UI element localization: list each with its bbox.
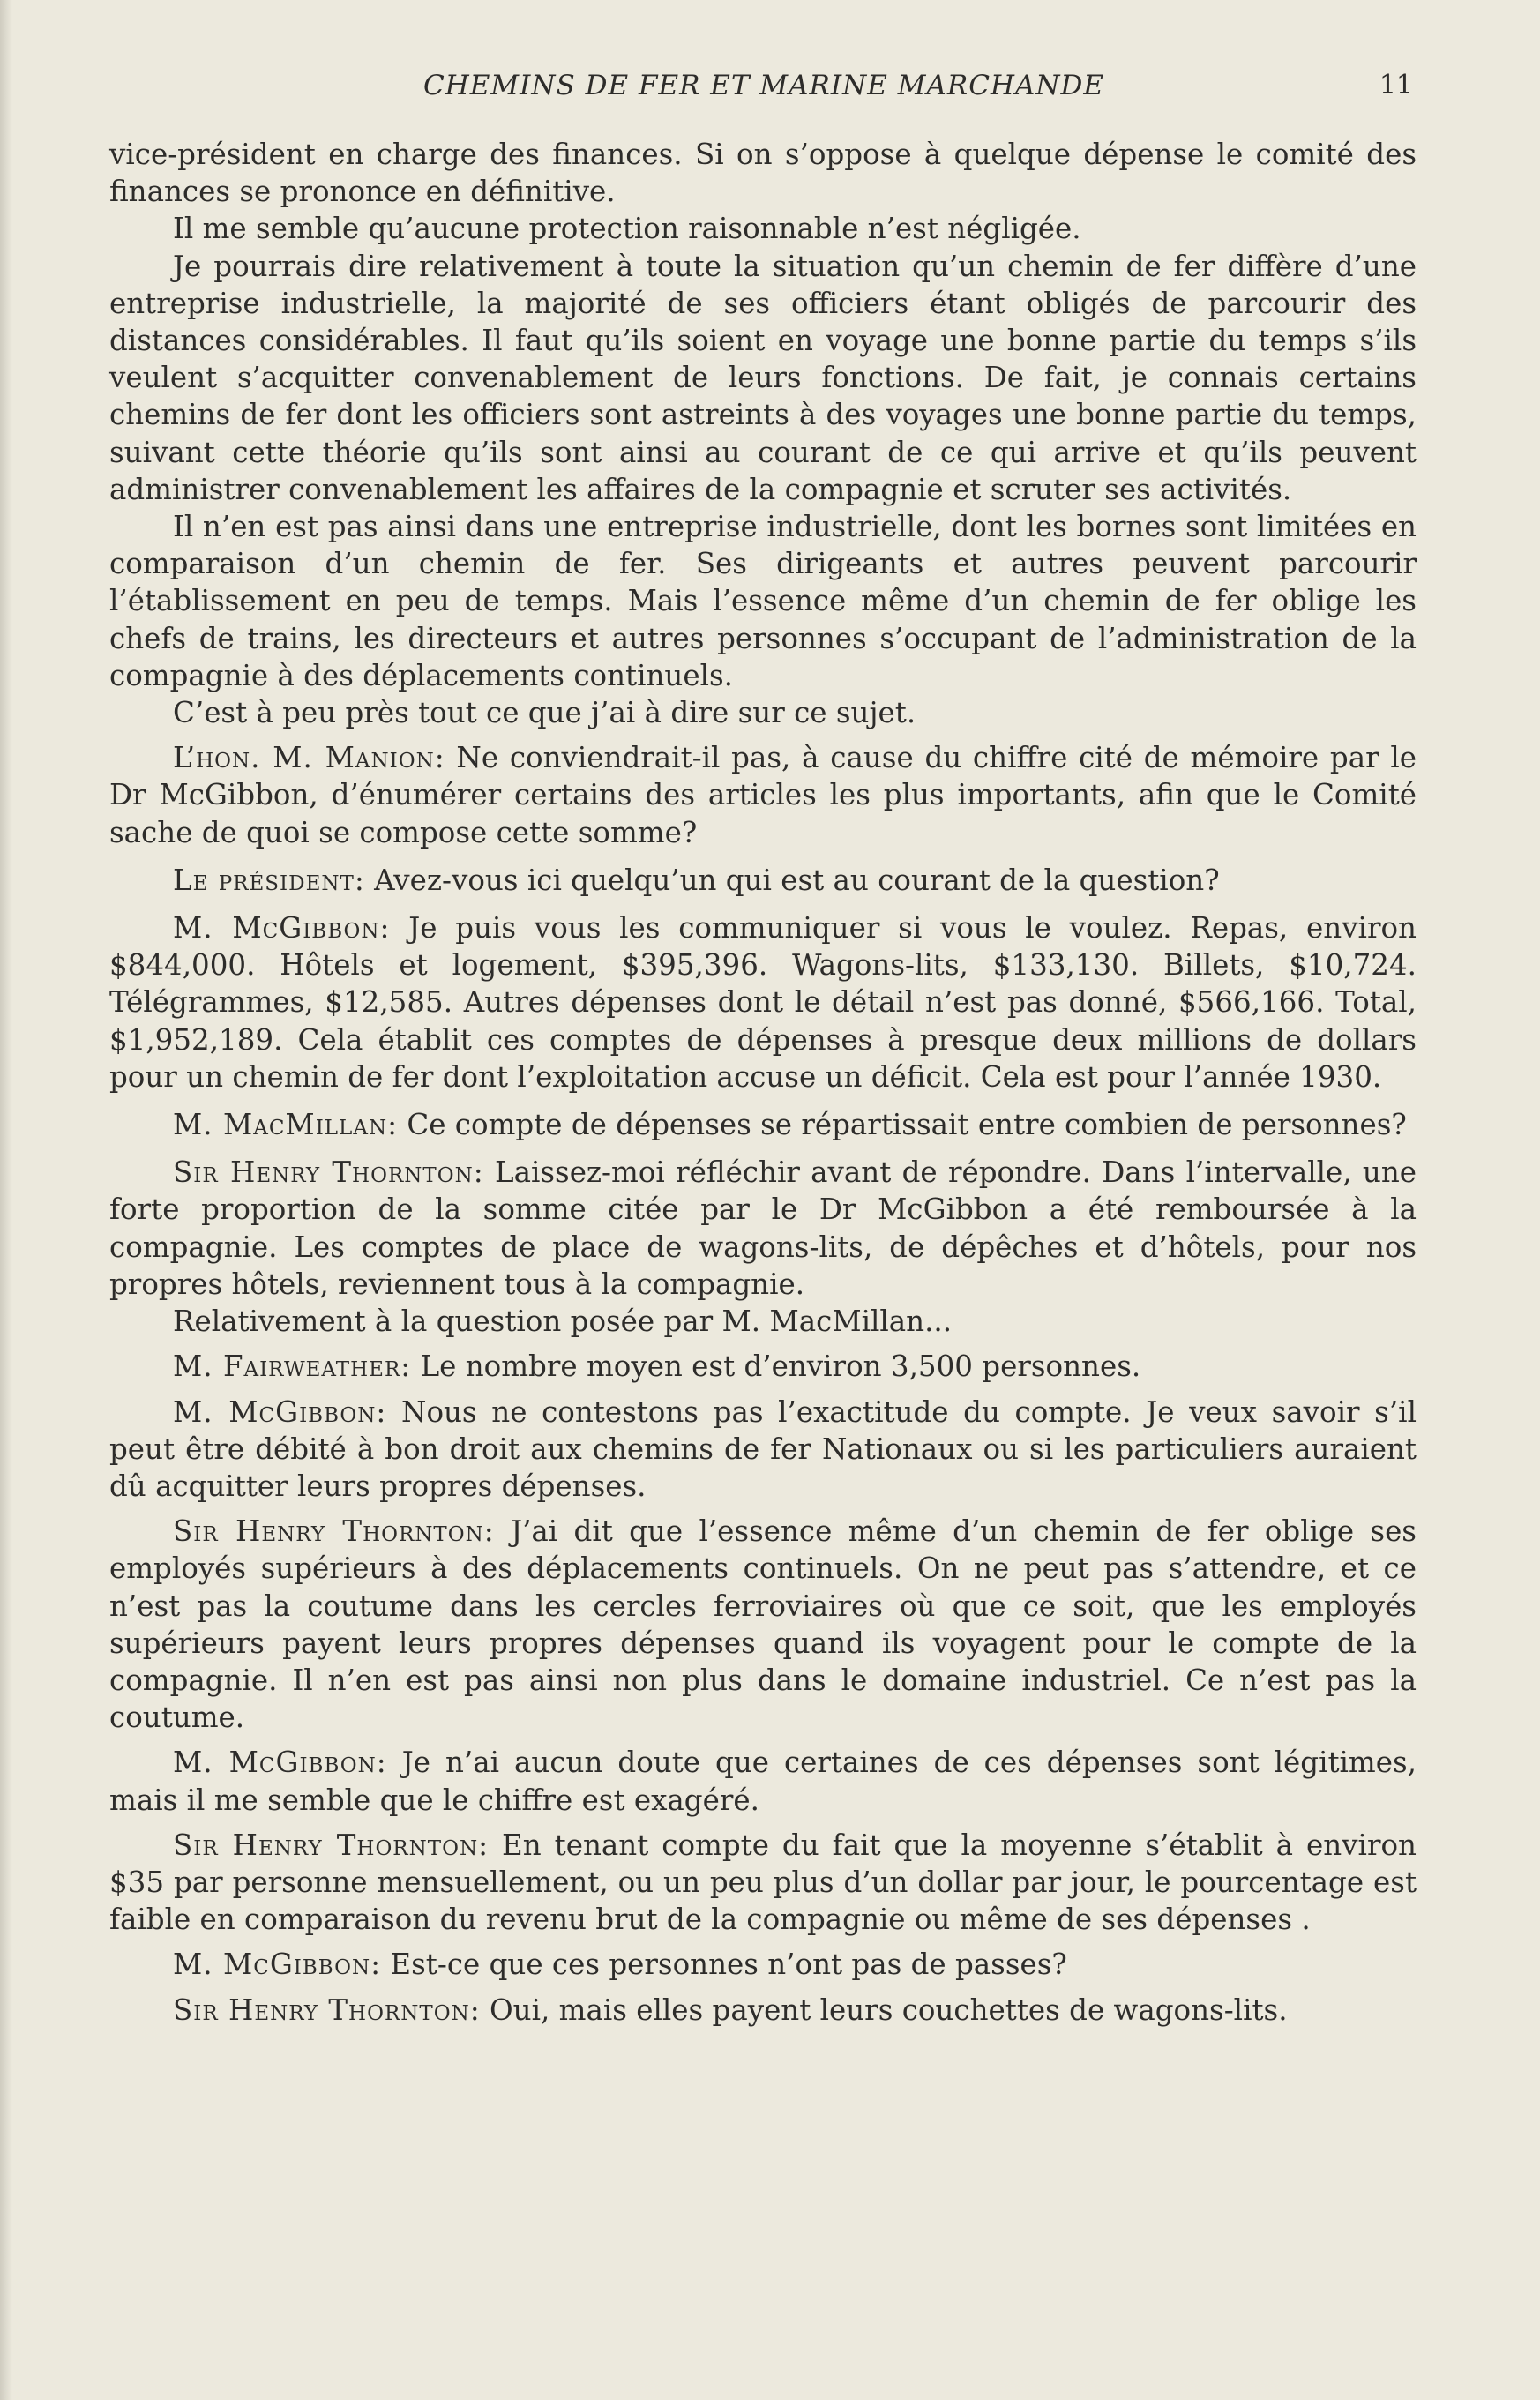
paragraph-text: Relativement à la question posée par M. MacMillan... bbox=[173, 1305, 953, 1339]
speech-text: Est-ce que ces personnes n’ont pas de passes? bbox=[390, 1948, 1067, 1982]
speaker-name: Le président: bbox=[173, 863, 365, 897]
speech-text: Laissez-moi réfléchir avant de répondre. Dans l’intervalle, une forte proportion de la somme citée par le Dr McGibbon a été remboursée à la compagnie. Les comptes de place de wagons-lits, de dépêches et d’hôtels, pour nos propres hôtels, reviennent tous à la compagnie. bbox=[109, 1155, 1417, 1301]
running-title: CHEMINS DE FER ET MARINE MARCHANDE bbox=[423, 70, 1104, 101]
speaker-name: Sir Henry Thornton: bbox=[173, 1514, 495, 1549]
speaker-name: M. MacMillan: bbox=[173, 1108, 399, 1142]
speech-paragraph bbox=[109, 739, 1417, 851]
speech-text: Ne conviendrait-il pas, à cause du chiffre cité de mémoire par le Dr McGibbon, d’énumérer certains des articles les plus importants, afin que le Comité sache de quoi se compose cette somme? bbox=[109, 741, 1417, 849]
page-edge-shadow bbox=[0, 0, 12, 2400]
speaker-name: M. McGibbon: bbox=[173, 911, 391, 946]
speaker-name: M. Fairweather: bbox=[173, 1350, 412, 1384]
speech-paragraph bbox=[109, 1513, 1417, 1736]
page-number: 11 bbox=[1379, 70, 1413, 101]
speaker-name: Sir Henry Thornton: bbox=[173, 1155, 484, 1190]
speech-text: En tenant compte du fait que la moyenne s’établit à environ $35 par personne mensuellement, ou un peu plus d’un dollar par jour, le pourcentage est faible en comparaison du revenu brut de la compagnie ou même de ses dépenses . bbox=[109, 1828, 1417, 1937]
speech-text: J’ai dit que l’essence même d’un chemin de fer oblige ses employés supérieurs à des déplacements continuels. On ne peut pas s’attendre, et ce n’est pas la coutume dans les cercles ferroviaires où que ce soit, que les employés supérieurs payent leurs propres dépenses quand ils voyagent pour le compte de la compagnie. Il n’en est pas ainsi non plus dans le domaine industriel. Ce n’est pas la coutume. bbox=[109, 1514, 1417, 1735]
paragraph-text: Il me semble qu’aucune protection raisonnable n’est négligée. bbox=[173, 212, 1081, 246]
page-header bbox=[111, 64, 1417, 108]
speech-paragraph bbox=[109, 1348, 1417, 1385]
speech-text: Je puis vous les communiquer si vous le voulez. Repas, environ $844,000. Hôtels et logement, $395,396. Wagons-lits, $133,130. Billets, $10,724. Télégrammes, $12,585. Autres dépenses dont le détail n’est pas donné, $566,166. Total, $1,952,189. Cela établit ces comptes de dépenses à presque deux millions de dollars pour un chemin de fer dont l’exploitation accuse un déficit. Cela est pour l’année 1930. bbox=[109, 911, 1417, 1094]
speech-paragraph bbox=[109, 1992, 1417, 2029]
speech-paragraph bbox=[109, 1827, 1417, 1939]
paragraph bbox=[109, 136, 1417, 210]
speech-text: Avez-vous ici quelqu’un qui est au courant de la question? bbox=[374, 863, 1220, 897]
paragraph-text: C’est à peu près tout ce que j’ai à dire sur ce sujet. bbox=[173, 696, 916, 730]
speech-text: Le nombre moyen est d’environ 3,500 personnes. bbox=[420, 1350, 1141, 1384]
speaker-name: Sir Henry Thornton: bbox=[173, 1993, 481, 2027]
speech-text: Oui, mais elles payent leurs couchettes de wagons-lits. bbox=[490, 1993, 1288, 2027]
paragraph bbox=[109, 508, 1417, 694]
speech-text: Nous ne contestons pas l’exactitude du compte. Je veux savoir s’il peut être débité à bon droit aux chemins de fer Nationaux ou si les particuliers auraient dû acquitter leurs propres dépenses. bbox=[109, 1394, 1417, 1503]
paragraph-text: Je pourrais dire relativement à toute la situation qu’un chemin de fer diffère d’une entreprise industrielle, la majorité de ses officiers étant obligés de parcourir des distances considérables. Il faut qu’ils soient en voyage une bonne partie du temps s’ils veulent s’acquitter convenablement de leurs fonctions. De fait, je connais certains chemins de fer dont les officiers sont astreints à des voyages une bonne partie du temps, suivant cette théorie qu’ils sont ainsi au courant de ce qui arrive et qu’ils peuvent administrer convenablement les affaires de la compagnie et scruter ses activités. bbox=[109, 249, 1417, 506]
speech-text: Je n’ai aucun doute que certaines de ces dépenses sont légitimes, mais il me semble que le chiffre est exagéré. bbox=[109, 1746, 1417, 1817]
speech-paragraph bbox=[109, 1946, 1417, 1983]
speaker-name: Sir Henry Thornton: bbox=[173, 1828, 490, 1862]
paragraph-text: Il n’en est pas ainsi dans une entreprise industrielle, dont les bornes sont limitées en comparaison d’un chemin de fer. Ses dirigeants et autres peuvent parcourir l’établissement en peu de temps. Mais l’essence même d’un chemin de fer oblige les chefs de trains, les directeurs et autres personnes s’occupant de l’administration de la compagnie à des déplacements continuels. bbox=[109, 510, 1417, 692]
paragraph bbox=[109, 210, 1417, 247]
paragraph bbox=[109, 248, 1417, 508]
speech-paragraph bbox=[109, 1744, 1417, 1818]
speech-paragraph bbox=[109, 862, 1417, 899]
speech-paragraph bbox=[109, 1394, 1417, 1506]
speech-text: Ce compte de dépenses se répartissait entre combien de personnes? bbox=[407, 1108, 1407, 1142]
speech-paragraph bbox=[109, 1154, 1417, 1303]
paragraph bbox=[109, 1303, 1417, 1340]
body-text bbox=[109, 136, 1417, 2029]
speech-paragraph bbox=[109, 909, 1417, 1095]
speech-paragraph bbox=[109, 1106, 1417, 1143]
paragraph-text: vice-président en charge des finances. Si on s’oppose à quelque dépense le comité des finances se prononce en définitive. bbox=[109, 138, 1417, 209]
speaker-name: M. McGibbon: bbox=[173, 1394, 387, 1429]
paragraph bbox=[109, 694, 1417, 731]
speaker-name: M. McGibbon: bbox=[173, 1948, 382, 1982]
speaker-name: L’hon. M. Manion: bbox=[173, 741, 445, 775]
speaker-name: M. McGibbon: bbox=[173, 1746, 387, 1780]
